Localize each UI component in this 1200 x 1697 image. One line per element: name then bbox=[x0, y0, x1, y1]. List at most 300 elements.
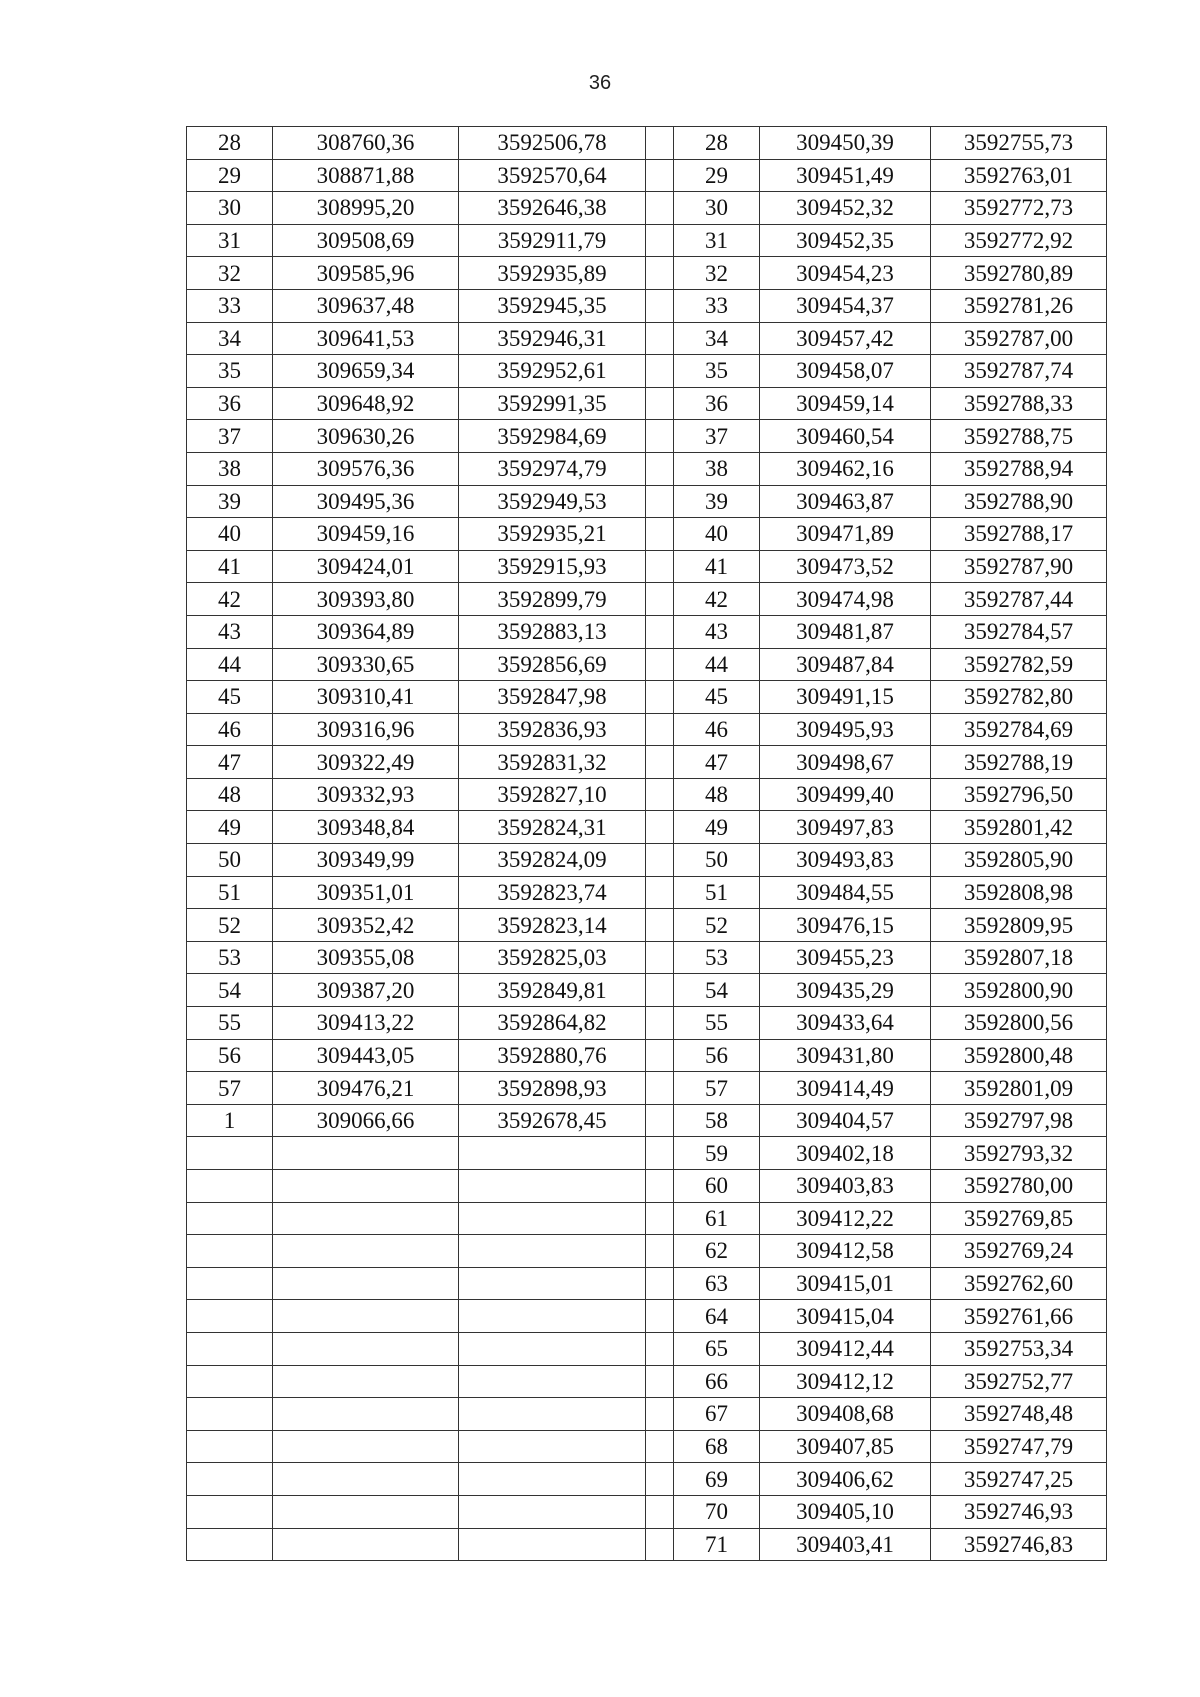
left-point-number-cell bbox=[187, 1528, 273, 1561]
right-x-coordinate-cell: 309455,23 bbox=[760, 941, 931, 974]
right-y-coordinate-cell: 3592788,19 bbox=[931, 746, 1107, 779]
separator-cell bbox=[646, 974, 674, 1007]
left-x-coordinate-cell: 309393,80 bbox=[273, 583, 459, 616]
left-y-coordinate-cell: 3592899,79 bbox=[459, 583, 646, 616]
left-point-number-cell: 53 bbox=[187, 941, 273, 974]
right-x-coordinate-cell: 309402,18 bbox=[760, 1137, 931, 1170]
left-point-number-cell bbox=[187, 1398, 273, 1431]
right-y-coordinate-cell: 3592762,60 bbox=[931, 1267, 1107, 1300]
separator-cell bbox=[646, 355, 674, 388]
separator-cell bbox=[646, 159, 674, 192]
left-point-number-cell: 43 bbox=[187, 615, 273, 648]
right-point-number-cell: 55 bbox=[674, 1007, 760, 1040]
table-row bbox=[187, 1235, 1107, 1268]
right-x-coordinate-cell: 309454,37 bbox=[760, 289, 931, 322]
separator-cell bbox=[646, 322, 674, 355]
left-y-coordinate-cell: 3592991,35 bbox=[459, 387, 646, 420]
left-x-coordinate-cell: 309066,66 bbox=[273, 1104, 459, 1137]
left-x-coordinate-cell: 309508,69 bbox=[273, 224, 459, 257]
separator-cell bbox=[646, 1104, 674, 1137]
right-point-number-cell: 49 bbox=[674, 811, 760, 844]
table-row bbox=[187, 909, 1107, 942]
left-x-coordinate-cell: 309659,34 bbox=[273, 355, 459, 388]
left-point-number-cell: 49 bbox=[187, 811, 273, 844]
left-point-number-cell: 40 bbox=[187, 518, 273, 551]
right-point-number-cell: 64 bbox=[674, 1300, 760, 1333]
left-y-coordinate-cell: 3592911,79 bbox=[459, 224, 646, 257]
right-y-coordinate-cell: 3592787,74 bbox=[931, 355, 1107, 388]
table-row bbox=[187, 127, 1107, 160]
table-row bbox=[187, 192, 1107, 225]
table-row bbox=[187, 778, 1107, 811]
right-x-coordinate-cell: 309458,07 bbox=[760, 355, 931, 388]
left-point-number-cell bbox=[187, 1137, 273, 1170]
right-y-coordinate-cell: 3592755,73 bbox=[931, 127, 1107, 160]
right-point-number-cell: 45 bbox=[674, 681, 760, 714]
left-x-coordinate-cell: 309330,65 bbox=[273, 648, 459, 681]
right-y-coordinate-cell: 3592748,48 bbox=[931, 1398, 1107, 1431]
right-y-coordinate-cell: 3592788,94 bbox=[931, 452, 1107, 485]
right-x-coordinate-cell: 309406,62 bbox=[760, 1463, 931, 1496]
right-x-coordinate-cell: 309499,40 bbox=[760, 778, 931, 811]
right-y-coordinate-cell: 3592787,44 bbox=[931, 583, 1107, 616]
table-row bbox=[187, 387, 1107, 420]
left-x-coordinate-cell: 309413,22 bbox=[273, 1007, 459, 1040]
separator-cell bbox=[646, 420, 674, 453]
right-y-coordinate-cell: 3592787,00 bbox=[931, 322, 1107, 355]
left-y-coordinate-cell bbox=[459, 1267, 646, 1300]
left-point-number-cell: 48 bbox=[187, 778, 273, 811]
table-row bbox=[187, 1398, 1107, 1431]
left-x-coordinate-cell bbox=[273, 1170, 459, 1203]
right-point-number-cell: 31 bbox=[674, 224, 760, 257]
separator-cell bbox=[646, 1495, 674, 1528]
left-x-coordinate-cell bbox=[273, 1202, 459, 1235]
table-row bbox=[187, 876, 1107, 909]
separator-cell bbox=[646, 1365, 674, 1398]
left-x-coordinate-cell: 309630,26 bbox=[273, 420, 459, 453]
right-point-number-cell: 37 bbox=[674, 420, 760, 453]
right-x-coordinate-cell: 309412,12 bbox=[760, 1365, 931, 1398]
separator-cell bbox=[646, 778, 674, 811]
left-x-coordinate-cell: 309352,42 bbox=[273, 909, 459, 942]
right-y-coordinate-cell: 3592769,85 bbox=[931, 1202, 1107, 1235]
right-x-coordinate-cell: 309491,15 bbox=[760, 681, 931, 714]
separator-cell bbox=[646, 713, 674, 746]
right-x-coordinate-cell: 309481,87 bbox=[760, 615, 931, 648]
left-y-coordinate-cell bbox=[459, 1495, 646, 1528]
table-row bbox=[187, 1007, 1107, 1040]
right-point-number-cell: 28 bbox=[674, 127, 760, 160]
left-y-coordinate-cell: 3592836,93 bbox=[459, 713, 646, 746]
left-x-coordinate-cell bbox=[273, 1495, 459, 1528]
left-point-number-cell bbox=[187, 1365, 273, 1398]
table-row bbox=[187, 355, 1107, 388]
left-x-coordinate-cell bbox=[273, 1398, 459, 1431]
right-point-number-cell: 65 bbox=[674, 1332, 760, 1365]
left-y-coordinate-cell: 3592935,89 bbox=[459, 257, 646, 290]
separator-cell bbox=[646, 746, 674, 779]
left-x-coordinate-cell bbox=[273, 1300, 459, 1333]
left-y-coordinate-cell: 3592570,64 bbox=[459, 159, 646, 192]
right-y-coordinate-cell: 3592746,83 bbox=[931, 1528, 1107, 1561]
table-row bbox=[187, 615, 1107, 648]
right-y-coordinate-cell: 3592769,24 bbox=[931, 1235, 1107, 1268]
separator-cell bbox=[646, 518, 674, 551]
left-point-number-cell: 37 bbox=[187, 420, 273, 453]
right-point-number-cell: 32 bbox=[674, 257, 760, 290]
table-row bbox=[187, 452, 1107, 485]
right-point-number-cell: 58 bbox=[674, 1104, 760, 1137]
left-point-number-cell: 50 bbox=[187, 844, 273, 877]
left-x-coordinate-cell bbox=[273, 1332, 459, 1365]
separator-cell bbox=[646, 1170, 674, 1203]
right-x-coordinate-cell: 309403,83 bbox=[760, 1170, 931, 1203]
left-y-coordinate-cell: 3592935,21 bbox=[459, 518, 646, 551]
right-point-number-cell: 47 bbox=[674, 746, 760, 779]
table-row bbox=[187, 1430, 1107, 1463]
table-row bbox=[187, 681, 1107, 714]
table-row bbox=[187, 648, 1107, 681]
left-x-coordinate-cell: 309424,01 bbox=[273, 550, 459, 583]
right-y-coordinate-cell: 3592747,25 bbox=[931, 1463, 1107, 1496]
right-point-number-cell: 68 bbox=[674, 1430, 760, 1463]
right-y-coordinate-cell: 3592761,66 bbox=[931, 1300, 1107, 1333]
right-point-number-cell: 61 bbox=[674, 1202, 760, 1235]
left-point-number-cell bbox=[187, 1463, 273, 1496]
right-x-coordinate-cell: 309450,39 bbox=[760, 127, 931, 160]
separator-cell bbox=[646, 941, 674, 974]
left-x-coordinate-cell bbox=[273, 1267, 459, 1300]
left-y-coordinate-cell: 3592646,38 bbox=[459, 192, 646, 225]
table-row bbox=[187, 746, 1107, 779]
right-y-coordinate-cell: 3592784,69 bbox=[931, 713, 1107, 746]
left-y-coordinate-cell bbox=[459, 1300, 646, 1333]
left-point-number-cell: 57 bbox=[187, 1072, 273, 1105]
left-y-coordinate-cell: 3592824,09 bbox=[459, 844, 646, 877]
left-y-coordinate-cell: 3592984,69 bbox=[459, 420, 646, 453]
right-x-coordinate-cell: 309463,87 bbox=[760, 485, 931, 518]
left-x-coordinate-cell: 309348,84 bbox=[273, 811, 459, 844]
left-point-number-cell: 36 bbox=[187, 387, 273, 420]
right-x-coordinate-cell: 309454,23 bbox=[760, 257, 931, 290]
right-x-coordinate-cell: 309474,98 bbox=[760, 583, 931, 616]
separator-cell bbox=[646, 192, 674, 225]
left-y-coordinate-cell: 3592823,74 bbox=[459, 876, 646, 909]
separator-cell bbox=[646, 583, 674, 616]
left-point-number-cell bbox=[187, 1430, 273, 1463]
right-y-coordinate-cell: 3592808,98 bbox=[931, 876, 1107, 909]
right-y-coordinate-cell: 3592782,59 bbox=[931, 648, 1107, 681]
right-y-coordinate-cell: 3592772,73 bbox=[931, 192, 1107, 225]
left-y-coordinate-cell: 3592880,76 bbox=[459, 1039, 646, 1072]
right-point-number-cell: 30 bbox=[674, 192, 760, 225]
left-x-coordinate-cell: 309648,92 bbox=[273, 387, 459, 420]
left-x-coordinate-cell bbox=[273, 1365, 459, 1398]
right-x-coordinate-cell: 309407,85 bbox=[760, 1430, 931, 1463]
right-point-number-cell: 43 bbox=[674, 615, 760, 648]
right-point-number-cell: 41 bbox=[674, 550, 760, 583]
right-point-number-cell: 44 bbox=[674, 648, 760, 681]
left-x-coordinate-cell: 309387,20 bbox=[273, 974, 459, 1007]
right-point-number-cell: 42 bbox=[674, 583, 760, 616]
left-x-coordinate-cell: 309585,96 bbox=[273, 257, 459, 290]
left-x-coordinate-cell: 309443,05 bbox=[273, 1039, 459, 1072]
left-x-coordinate-cell bbox=[273, 1235, 459, 1268]
table-row bbox=[187, 257, 1107, 290]
table-row bbox=[187, 1104, 1107, 1137]
table-row bbox=[187, 322, 1107, 355]
right-x-coordinate-cell: 309415,04 bbox=[760, 1300, 931, 1333]
table-row bbox=[187, 583, 1107, 616]
left-point-number-cell bbox=[187, 1332, 273, 1365]
left-x-coordinate-cell: 309351,01 bbox=[273, 876, 459, 909]
right-x-coordinate-cell: 309462,16 bbox=[760, 452, 931, 485]
right-point-number-cell: 57 bbox=[674, 1072, 760, 1105]
left-y-coordinate-cell bbox=[459, 1365, 646, 1398]
left-x-coordinate-cell: 309332,93 bbox=[273, 778, 459, 811]
table-row bbox=[187, 811, 1107, 844]
coordinates-table bbox=[186, 126, 1107, 1561]
right-x-coordinate-cell: 309452,32 bbox=[760, 192, 931, 225]
right-x-coordinate-cell: 309414,49 bbox=[760, 1072, 931, 1105]
left-x-coordinate-cell: 309495,36 bbox=[273, 485, 459, 518]
separator-cell bbox=[646, 257, 674, 290]
left-point-number-cell: 56 bbox=[187, 1039, 273, 1072]
separator-cell bbox=[646, 224, 674, 257]
table-row bbox=[187, 1528, 1107, 1561]
right-x-coordinate-cell: 309431,80 bbox=[760, 1039, 931, 1072]
table-row bbox=[187, 941, 1107, 974]
right-point-number-cell: 46 bbox=[674, 713, 760, 746]
right-x-coordinate-cell: 309457,42 bbox=[760, 322, 931, 355]
left-point-number-cell: 30 bbox=[187, 192, 273, 225]
right-x-coordinate-cell: 309498,67 bbox=[760, 746, 931, 779]
left-y-coordinate-cell: 3592827,10 bbox=[459, 778, 646, 811]
right-y-coordinate-cell: 3592763,01 bbox=[931, 159, 1107, 192]
separator-cell bbox=[646, 1398, 674, 1431]
right-x-coordinate-cell: 309408,68 bbox=[760, 1398, 931, 1431]
right-y-coordinate-cell: 3592805,90 bbox=[931, 844, 1107, 877]
right-x-coordinate-cell: 309471,89 bbox=[760, 518, 931, 551]
left-y-coordinate-cell: 3592823,14 bbox=[459, 909, 646, 942]
separator-cell bbox=[646, 550, 674, 583]
table-row bbox=[187, 1072, 1107, 1105]
table-row bbox=[187, 518, 1107, 551]
separator-cell bbox=[646, 681, 674, 714]
separator-cell bbox=[646, 1430, 674, 1463]
right-point-number-cell: 34 bbox=[674, 322, 760, 355]
left-point-number-cell: 32 bbox=[187, 257, 273, 290]
left-point-number-cell: 29 bbox=[187, 159, 273, 192]
left-y-coordinate-cell bbox=[459, 1332, 646, 1365]
right-y-coordinate-cell: 3592746,93 bbox=[931, 1495, 1107, 1528]
left-y-coordinate-cell: 3592847,98 bbox=[459, 681, 646, 714]
left-y-coordinate-cell: 3592946,31 bbox=[459, 322, 646, 355]
right-point-number-cell: 69 bbox=[674, 1463, 760, 1496]
separator-cell bbox=[646, 1267, 674, 1300]
table-row bbox=[187, 550, 1107, 583]
left-y-coordinate-cell: 3592945,35 bbox=[459, 289, 646, 322]
right-point-number-cell: 29 bbox=[674, 159, 760, 192]
left-y-coordinate-cell: 3592915,93 bbox=[459, 550, 646, 583]
table-row bbox=[187, 1365, 1107, 1398]
page-number: 36 bbox=[588, 72, 612, 94]
left-point-number-cell: 1 bbox=[187, 1104, 273, 1137]
left-y-coordinate-cell bbox=[459, 1528, 646, 1561]
left-x-coordinate-cell: 309641,53 bbox=[273, 322, 459, 355]
right-y-coordinate-cell: 3592787,90 bbox=[931, 550, 1107, 583]
left-y-coordinate-cell: 3592949,53 bbox=[459, 485, 646, 518]
right-y-coordinate-cell: 3592781,26 bbox=[931, 289, 1107, 322]
left-point-number-cell: 55 bbox=[187, 1007, 273, 1040]
left-point-number-cell bbox=[187, 1235, 273, 1268]
right-x-coordinate-cell: 309452,35 bbox=[760, 224, 931, 257]
right-x-coordinate-cell: 309460,54 bbox=[760, 420, 931, 453]
right-point-number-cell: 67 bbox=[674, 1398, 760, 1431]
right-point-number-cell: 35 bbox=[674, 355, 760, 388]
right-point-number-cell: 66 bbox=[674, 1365, 760, 1398]
right-x-coordinate-cell: 309497,83 bbox=[760, 811, 931, 844]
table-row bbox=[187, 1300, 1107, 1333]
right-y-coordinate-cell: 3592800,48 bbox=[931, 1039, 1107, 1072]
left-x-coordinate-cell: 308871,88 bbox=[273, 159, 459, 192]
right-x-coordinate-cell: 309435,29 bbox=[760, 974, 931, 1007]
separator-cell bbox=[646, 1202, 674, 1235]
separator-cell bbox=[646, 909, 674, 942]
right-point-number-cell: 60 bbox=[674, 1170, 760, 1203]
right-y-coordinate-cell: 3592800,56 bbox=[931, 1007, 1107, 1040]
left-y-coordinate-cell: 3592856,69 bbox=[459, 648, 646, 681]
right-y-coordinate-cell: 3592788,17 bbox=[931, 518, 1107, 551]
table-row bbox=[187, 1332, 1107, 1365]
left-point-number-cell bbox=[187, 1495, 273, 1528]
table-row bbox=[187, 1170, 1107, 1203]
right-x-coordinate-cell: 309487,84 bbox=[760, 648, 931, 681]
right-point-number-cell: 59 bbox=[674, 1137, 760, 1170]
left-y-coordinate-cell bbox=[459, 1202, 646, 1235]
separator-cell bbox=[646, 876, 674, 909]
right-y-coordinate-cell: 3592747,79 bbox=[931, 1430, 1107, 1463]
left-y-coordinate-cell: 3592952,61 bbox=[459, 355, 646, 388]
left-y-coordinate-cell bbox=[459, 1137, 646, 1170]
left-point-number-cell: 33 bbox=[187, 289, 273, 322]
separator-cell bbox=[646, 1007, 674, 1040]
right-point-number-cell: 71 bbox=[674, 1528, 760, 1561]
right-y-coordinate-cell: 3592809,95 bbox=[931, 909, 1107, 942]
left-y-coordinate-cell: 3592864,82 bbox=[459, 1007, 646, 1040]
separator-cell bbox=[646, 615, 674, 648]
left-y-coordinate-cell: 3592849,81 bbox=[459, 974, 646, 1007]
separator-cell bbox=[646, 1332, 674, 1365]
left-point-number-cell: 38 bbox=[187, 452, 273, 485]
right-y-coordinate-cell: 3592753,34 bbox=[931, 1332, 1107, 1365]
right-x-coordinate-cell: 309473,52 bbox=[760, 550, 931, 583]
right-x-coordinate-cell: 309403,41 bbox=[760, 1528, 931, 1561]
separator-cell bbox=[646, 1072, 674, 1105]
separator-cell bbox=[646, 127, 674, 160]
table-row bbox=[187, 1202, 1107, 1235]
right-x-coordinate-cell: 309476,15 bbox=[760, 909, 931, 942]
left-point-number-cell: 46 bbox=[187, 713, 273, 746]
right-x-coordinate-cell: 309412,58 bbox=[760, 1235, 931, 1268]
table-row bbox=[187, 1495, 1107, 1528]
right-point-number-cell: 36 bbox=[674, 387, 760, 420]
left-x-coordinate-cell: 309476,21 bbox=[273, 1072, 459, 1105]
right-y-coordinate-cell: 3592797,98 bbox=[931, 1104, 1107, 1137]
right-y-coordinate-cell: 3592788,90 bbox=[931, 485, 1107, 518]
left-point-number-cell bbox=[187, 1300, 273, 1333]
right-y-coordinate-cell: 3592801,42 bbox=[931, 811, 1107, 844]
left-point-number-cell: 54 bbox=[187, 974, 273, 1007]
right-y-coordinate-cell: 3592780,89 bbox=[931, 257, 1107, 290]
right-point-number-cell: 70 bbox=[674, 1495, 760, 1528]
table-row bbox=[187, 1267, 1107, 1300]
left-y-coordinate-cell: 3592825,03 bbox=[459, 941, 646, 974]
left-x-coordinate-cell bbox=[273, 1137, 459, 1170]
right-point-number-cell: 51 bbox=[674, 876, 760, 909]
left-x-coordinate-cell: 309459,16 bbox=[273, 518, 459, 551]
left-y-coordinate-cell: 3592506,78 bbox=[459, 127, 646, 160]
right-point-number-cell: 38 bbox=[674, 452, 760, 485]
left-x-coordinate-cell: 309349,99 bbox=[273, 844, 459, 877]
right-y-coordinate-cell: 3592772,92 bbox=[931, 224, 1107, 257]
left-point-number-cell: 47 bbox=[187, 746, 273, 779]
left-x-coordinate-cell: 309316,96 bbox=[273, 713, 459, 746]
right-y-coordinate-cell: 3592793,32 bbox=[931, 1137, 1107, 1170]
right-point-number-cell: 56 bbox=[674, 1039, 760, 1072]
left-y-coordinate-cell: 3592898,93 bbox=[459, 1072, 646, 1105]
right-x-coordinate-cell: 309404,57 bbox=[760, 1104, 931, 1137]
table-row bbox=[187, 224, 1107, 257]
left-x-coordinate-cell: 309355,08 bbox=[273, 941, 459, 974]
left-x-coordinate-cell: 308760,36 bbox=[273, 127, 459, 160]
left-point-number-cell bbox=[187, 1170, 273, 1203]
right-x-coordinate-cell: 309484,55 bbox=[760, 876, 931, 909]
table-row bbox=[187, 289, 1107, 322]
table-row bbox=[187, 420, 1107, 453]
left-y-coordinate-cell: 3592824,31 bbox=[459, 811, 646, 844]
separator-cell bbox=[646, 1137, 674, 1170]
right-x-coordinate-cell: 309405,10 bbox=[760, 1495, 931, 1528]
right-x-coordinate-cell: 309433,64 bbox=[760, 1007, 931, 1040]
right-point-number-cell: 40 bbox=[674, 518, 760, 551]
separator-cell bbox=[646, 811, 674, 844]
right-point-number-cell: 54 bbox=[674, 974, 760, 1007]
separator-cell bbox=[646, 485, 674, 518]
separator-cell bbox=[646, 452, 674, 485]
left-x-coordinate-cell: 309322,49 bbox=[273, 746, 459, 779]
right-y-coordinate-cell: 3592788,33 bbox=[931, 387, 1107, 420]
separator-cell bbox=[646, 648, 674, 681]
left-y-coordinate-cell: 3592678,45 bbox=[459, 1104, 646, 1137]
right-y-coordinate-cell: 3592788,75 bbox=[931, 420, 1107, 453]
separator-cell bbox=[646, 844, 674, 877]
right-y-coordinate-cell: 3592807,18 bbox=[931, 941, 1107, 974]
table-row bbox=[187, 713, 1107, 746]
left-point-number-cell: 34 bbox=[187, 322, 273, 355]
left-y-coordinate-cell: 3592831,32 bbox=[459, 746, 646, 779]
separator-cell bbox=[646, 1039, 674, 1072]
right-y-coordinate-cell: 3592782,80 bbox=[931, 681, 1107, 714]
right-y-coordinate-cell: 3592801,09 bbox=[931, 1072, 1107, 1105]
left-point-number-cell: 51 bbox=[187, 876, 273, 909]
table-row bbox=[187, 974, 1107, 1007]
left-y-coordinate-cell bbox=[459, 1398, 646, 1431]
left-point-number-cell: 45 bbox=[187, 681, 273, 714]
separator-cell bbox=[646, 1235, 674, 1268]
left-x-coordinate-cell: 309637,48 bbox=[273, 289, 459, 322]
